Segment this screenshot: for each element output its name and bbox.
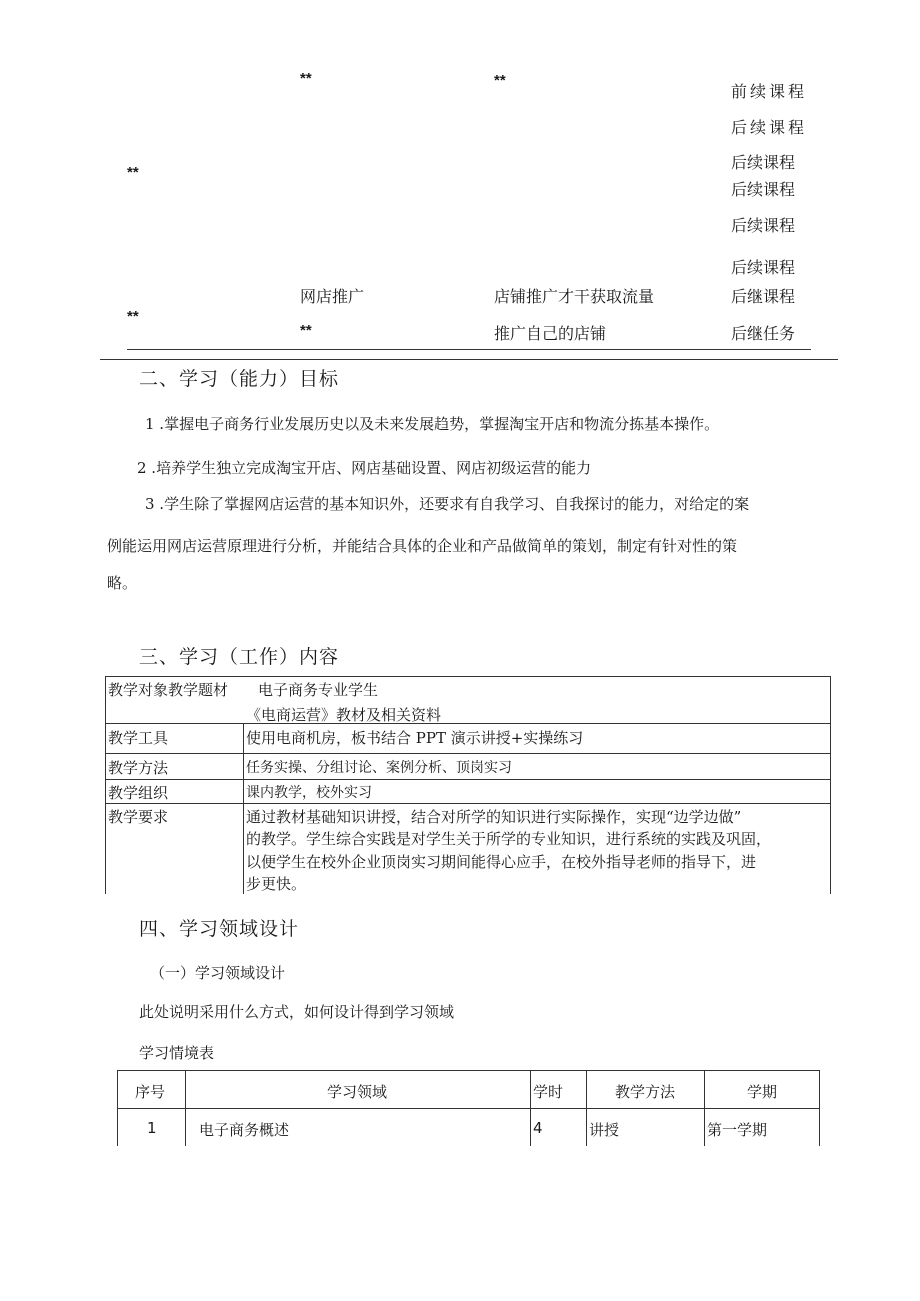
objective-3-line1: 3 .学生除了掌握网店运营的基本知识外，还要求有自我学习、自我探讨的能力，对给定的案 — [145, 495, 750, 513]
course-line: 后继课程 — [731, 287, 796, 306]
table-rule — [100, 359, 838, 360]
row-label: 教学方法 — [108, 759, 169, 777]
table-border — [105, 803, 831, 804]
cell-r1-c2: ** — [300, 70, 312, 87]
table-cell: 第一学期 — [707, 1121, 768, 1139]
row-value: 使用电商机房，板书结合 PPT 演示讲授+实操练习 — [246, 729, 584, 747]
table-border — [819, 1070, 820, 1146]
column-header: 学习领域 — [327, 1083, 388, 1101]
requirement-line: 通过教材基础知识讲授，结合对所学的知识进行实际操作，实现“边学边做” — [246, 808, 742, 826]
objective-1: 1 .掌握电子商务行业发展历史以及未来发展趋势，掌握淘宝开店和物流分拣基本操作。 — [145, 415, 720, 433]
course-line: 前续课程 — [731, 82, 808, 101]
course-line: 后续课程 — [731, 216, 796, 235]
section-heading-2: 二、学习（能力）目标 — [139, 368, 340, 390]
table-border — [117, 1070, 118, 1146]
table-border — [105, 676, 831, 677]
clipped-course-line — [731, 150, 821, 172]
section-heading-4: 四、学习领域设计 — [139, 918, 300, 940]
table-cell: 讲授 — [589, 1121, 620, 1139]
table-title: 学习情境表 — [139, 1044, 215, 1062]
row-value: 课内教学，校外实习 — [246, 785, 372, 801]
table-border — [704, 1070, 705, 1146]
course-line: 后续课程 — [731, 258, 796, 277]
objective-3-line3: 略。 — [107, 574, 138, 592]
table-cell: 1 — [147, 1119, 157, 1137]
course-line: 后继任务 — [731, 324, 796, 343]
course-line: 后续课程 — [731, 118, 808, 137]
table-border — [117, 1070, 820, 1071]
row-label: 教学工具 — [108, 729, 169, 747]
cell-r1-c3: ** — [494, 72, 506, 89]
row-value-line2: 《电商运营》教材及相关资料 — [246, 706, 442, 724]
course-line: 后续课程 — [731, 153, 796, 172]
cell-r1-c1: ** — [127, 164, 139, 181]
table-border — [185, 1070, 186, 1146]
table-border — [105, 779, 831, 780]
table-border — [830, 676, 831, 894]
table-border — [105, 753, 831, 754]
requirement-line: 的教学。学生综合实践是对学生关于所学的专业知识，进行系统的实践及巩固， — [246, 830, 772, 848]
subsection-heading: （一）学习领域设计 — [150, 964, 286, 982]
table-border — [530, 1070, 531, 1146]
column-header: 学时 — [533, 1083, 564, 1101]
column-header: 教学方法 — [615, 1083, 676, 1101]
requirement-line: 以便学生在校外企业顶岗实习期间能得心应手，在校外指导老师的指导下，进 — [246, 853, 757, 871]
cell-r2-c3-line2: 推广自己的店铺 — [494, 324, 607, 343]
table-cell: 电子商务概述 — [199, 1121, 290, 1139]
cell-r2-c2-line2: ** — [300, 322, 312, 339]
row-label: 教学要求 — [108, 808, 169, 826]
cell-r2-c1: ** — [127, 308, 139, 325]
row-label: 教学组织 — [108, 784, 169, 802]
table-rule — [127, 349, 811, 350]
table-border — [586, 1070, 587, 1146]
objective-3-line2: 例能运用网店运营原理进行分析，并能结合具体的企业和产品做简单的策划，制定有针对性的策 — [107, 537, 738, 555]
column-header: 学期 — [747, 1083, 778, 1101]
column-header: 序号 — [135, 1083, 166, 1101]
table-cell: 4 — [533, 1119, 543, 1137]
row-value: 任务实操、分组讨论、案例分析、顶岗实习 — [246, 760, 512, 776]
cell-r2-c3-line1: 店铺推广才干获取流量 — [494, 287, 655, 306]
table-border — [105, 676, 106, 894]
course-line: 后续课程 — [731, 180, 796, 199]
table-border — [117, 1108, 820, 1109]
row-value-line1: 电子商务专业学生 — [258, 681, 379, 699]
section-description: 此处说明采用什么方式，如何设计得到学习领域 — [139, 1003, 455, 1021]
section-heading-3: 三、学习（工作）内容 — [139, 646, 340, 668]
row-label: 教学对象教学题材 — [108, 681, 229, 699]
objective-2: 2 .培养学生独立完成淘宝开店、网店基础设置、网店初级运营的能力 — [137, 459, 592, 477]
table-border — [105, 723, 831, 724]
cell-r2-c2-line1: 网店推广 — [300, 287, 365, 306]
table-border — [243, 723, 244, 894]
requirement-line: 步更快。 — [246, 875, 307, 893]
